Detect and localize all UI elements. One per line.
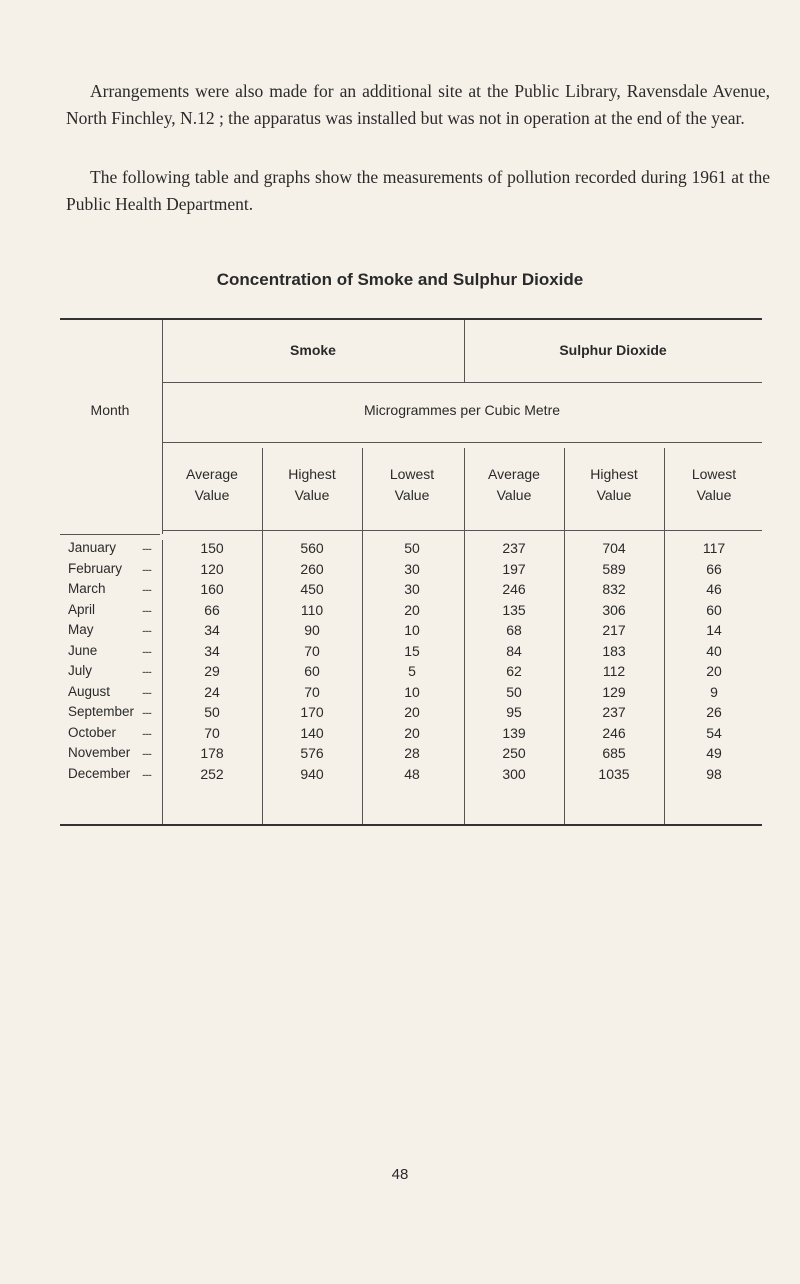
leader-dots: ...... [142,644,151,656]
column-subheader [464,464,564,506]
month-label: July [68,663,93,678]
value-cell: 170 [300,704,324,720]
value-cell: 139 [502,724,526,741]
value-cell: 70 [304,683,320,700]
month-label: January [68,540,117,555]
month-label: February [68,560,123,576]
leader-dots: ...... [142,583,151,594]
month-label: September [68,704,135,719]
leader-dots: ...... [142,562,151,574]
column-subheader [564,464,664,506]
value-cell: 246 [602,724,626,741]
value-cell: 50 [506,683,522,700]
leader-dots: ...... [142,603,151,615]
pollution-table [60,318,762,826]
header-rule [162,382,762,383]
header-rule [162,530,762,531]
column-subheader [362,464,462,506]
value-cell: 576 [300,745,324,761]
value-cell: 237 [502,540,526,556]
value-cell: 34 [204,642,220,659]
intro-paragraph-1: Arrangements were also made for an additional site at the Public Library, Ravensdale Avenue, North Finchley, N.12 ; the apparatus was installed but was not in operation at the end of the year. [66,81,770,128]
value-cell: 160 [200,581,224,597]
value-cell: 34 [204,622,220,638]
value-cell: 20 [404,724,420,741]
value-cell: 20 [404,601,420,618]
subheader-line: Lowest [691,466,737,482]
value-cell: 117 [702,540,726,556]
leader-dots: ...... [142,542,151,553]
value-cell: 50 [404,540,420,556]
value-cell: 15 [404,642,420,659]
value-cell: 178 [200,745,224,761]
so2-group-header: Sulphur Dioxide [559,342,667,358]
value-cell: 10 [404,622,420,638]
value-cell: 84 [506,642,522,659]
value-cell: 450 [300,581,324,597]
value-cell: 112 [602,663,626,679]
table-bottom-rule [60,824,762,826]
value-cell: 24 [204,683,220,700]
value-cell: 62 [506,663,522,679]
value-cell: 20 [706,663,722,679]
value-cell: 110 [300,601,324,618]
subheader-line: Highest [590,466,638,482]
value-cell: 40 [706,642,722,659]
value-cell: 29 [204,663,220,679]
leader-dots: ...... [142,685,151,697]
month-header: Month [90,402,130,418]
value-cell: 50 [204,704,220,720]
value-cell: 30 [404,581,420,597]
subheader-line: Value [696,487,732,503]
table-title: Concentration of Smoke and Sulphur Dioxide [216,270,584,289]
month-label: October [68,724,117,740]
value-cell: 14 [706,622,722,638]
subheader-line: Value [294,487,330,503]
value-cell: 129 [602,683,626,700]
value-cell: 560 [300,540,324,556]
value-cell: 135 [502,601,526,618]
leader-dots: ...... [142,665,151,676]
month-label: November [68,745,131,760]
subheader-line: Average [488,466,540,482]
value-cell: 60 [706,601,722,618]
value-cell: 252 [200,765,224,782]
value-cell: 68 [506,622,522,638]
value-cell: 246 [502,581,526,597]
value-cell: 685 [602,745,626,761]
value-cell: 90 [304,622,320,638]
value-cell: 300 [502,765,526,782]
value-cell: 250 [502,745,526,761]
value-cell: 30 [404,560,420,577]
units-header: Microgrammes per Cubic Metre [363,402,561,418]
leader-dots: ...... [142,767,151,779]
value-cell: 120 [200,560,224,577]
month-label: December [68,765,131,781]
value-cell: 217 [602,622,626,638]
value-cell: 704 [602,540,626,556]
subheader-line: Value [496,487,532,503]
value-cell: 60 [304,663,320,679]
column-subheader [664,464,764,506]
value-cell: 66 [706,560,722,577]
value-cell: 1035 [598,765,630,782]
month-label: August [68,683,111,699]
value-cell: 54 [706,724,722,741]
smoke-group-header: Smoke [290,342,336,358]
value-cell: 98 [706,765,722,782]
subheader-line: Average [186,466,238,482]
value-cell: 49 [706,745,722,761]
leader-dots: ...... [142,624,151,635]
intro-paragraph-2: The following table and graphs show the measurements of pollution recorded during 1961 at the Public Health Department. [66,167,770,214]
value-cell: 48 [404,765,420,782]
leader-dots: ...... [142,747,151,758]
value-cell: 5 [408,663,416,679]
table-top-rule [60,318,762,320]
month-label: April [68,601,96,617]
value-cell: 26 [706,704,722,720]
value-cell: 20 [404,704,420,720]
value-cell: 70 [304,642,320,659]
value-cell: 150 [200,540,224,556]
value-cell: 183 [602,642,626,659]
subheader-line: Value [194,487,230,503]
month-label: March [68,581,106,596]
page-number: 48 [391,1166,409,1183]
value-cell: 70 [204,724,220,741]
value-cell: 46 [706,581,722,597]
value-cell: 10 [404,683,420,700]
column-subheader [162,464,262,506]
header-rule [162,442,762,443]
value-cell: 28 [404,745,420,761]
leader-dots: ...... [142,726,151,738]
value-cell: 832 [602,581,626,597]
month-label: June [68,642,98,658]
value-cell: 140 [300,724,324,741]
subheader-line: Lowest [389,466,435,482]
value-cell: 9 [710,683,718,700]
value-cell: 940 [300,765,324,782]
month-label: May [68,622,94,637]
value-cell: 95 [506,704,522,720]
subheader-line: Value [394,487,430,503]
value-cell: 306 [602,601,626,618]
value-cell: 589 [602,560,626,577]
subheader-line: Value [596,487,632,503]
value-cell: 237 [602,704,626,720]
value-cell: 197 [502,560,526,577]
column-subheader [262,464,362,506]
header-rule [60,534,160,535]
leader-dots: ...... [142,706,151,717]
value-cell: 260 [300,560,324,577]
subheader-line: Highest [288,466,336,482]
value-cell: 66 [204,601,220,618]
